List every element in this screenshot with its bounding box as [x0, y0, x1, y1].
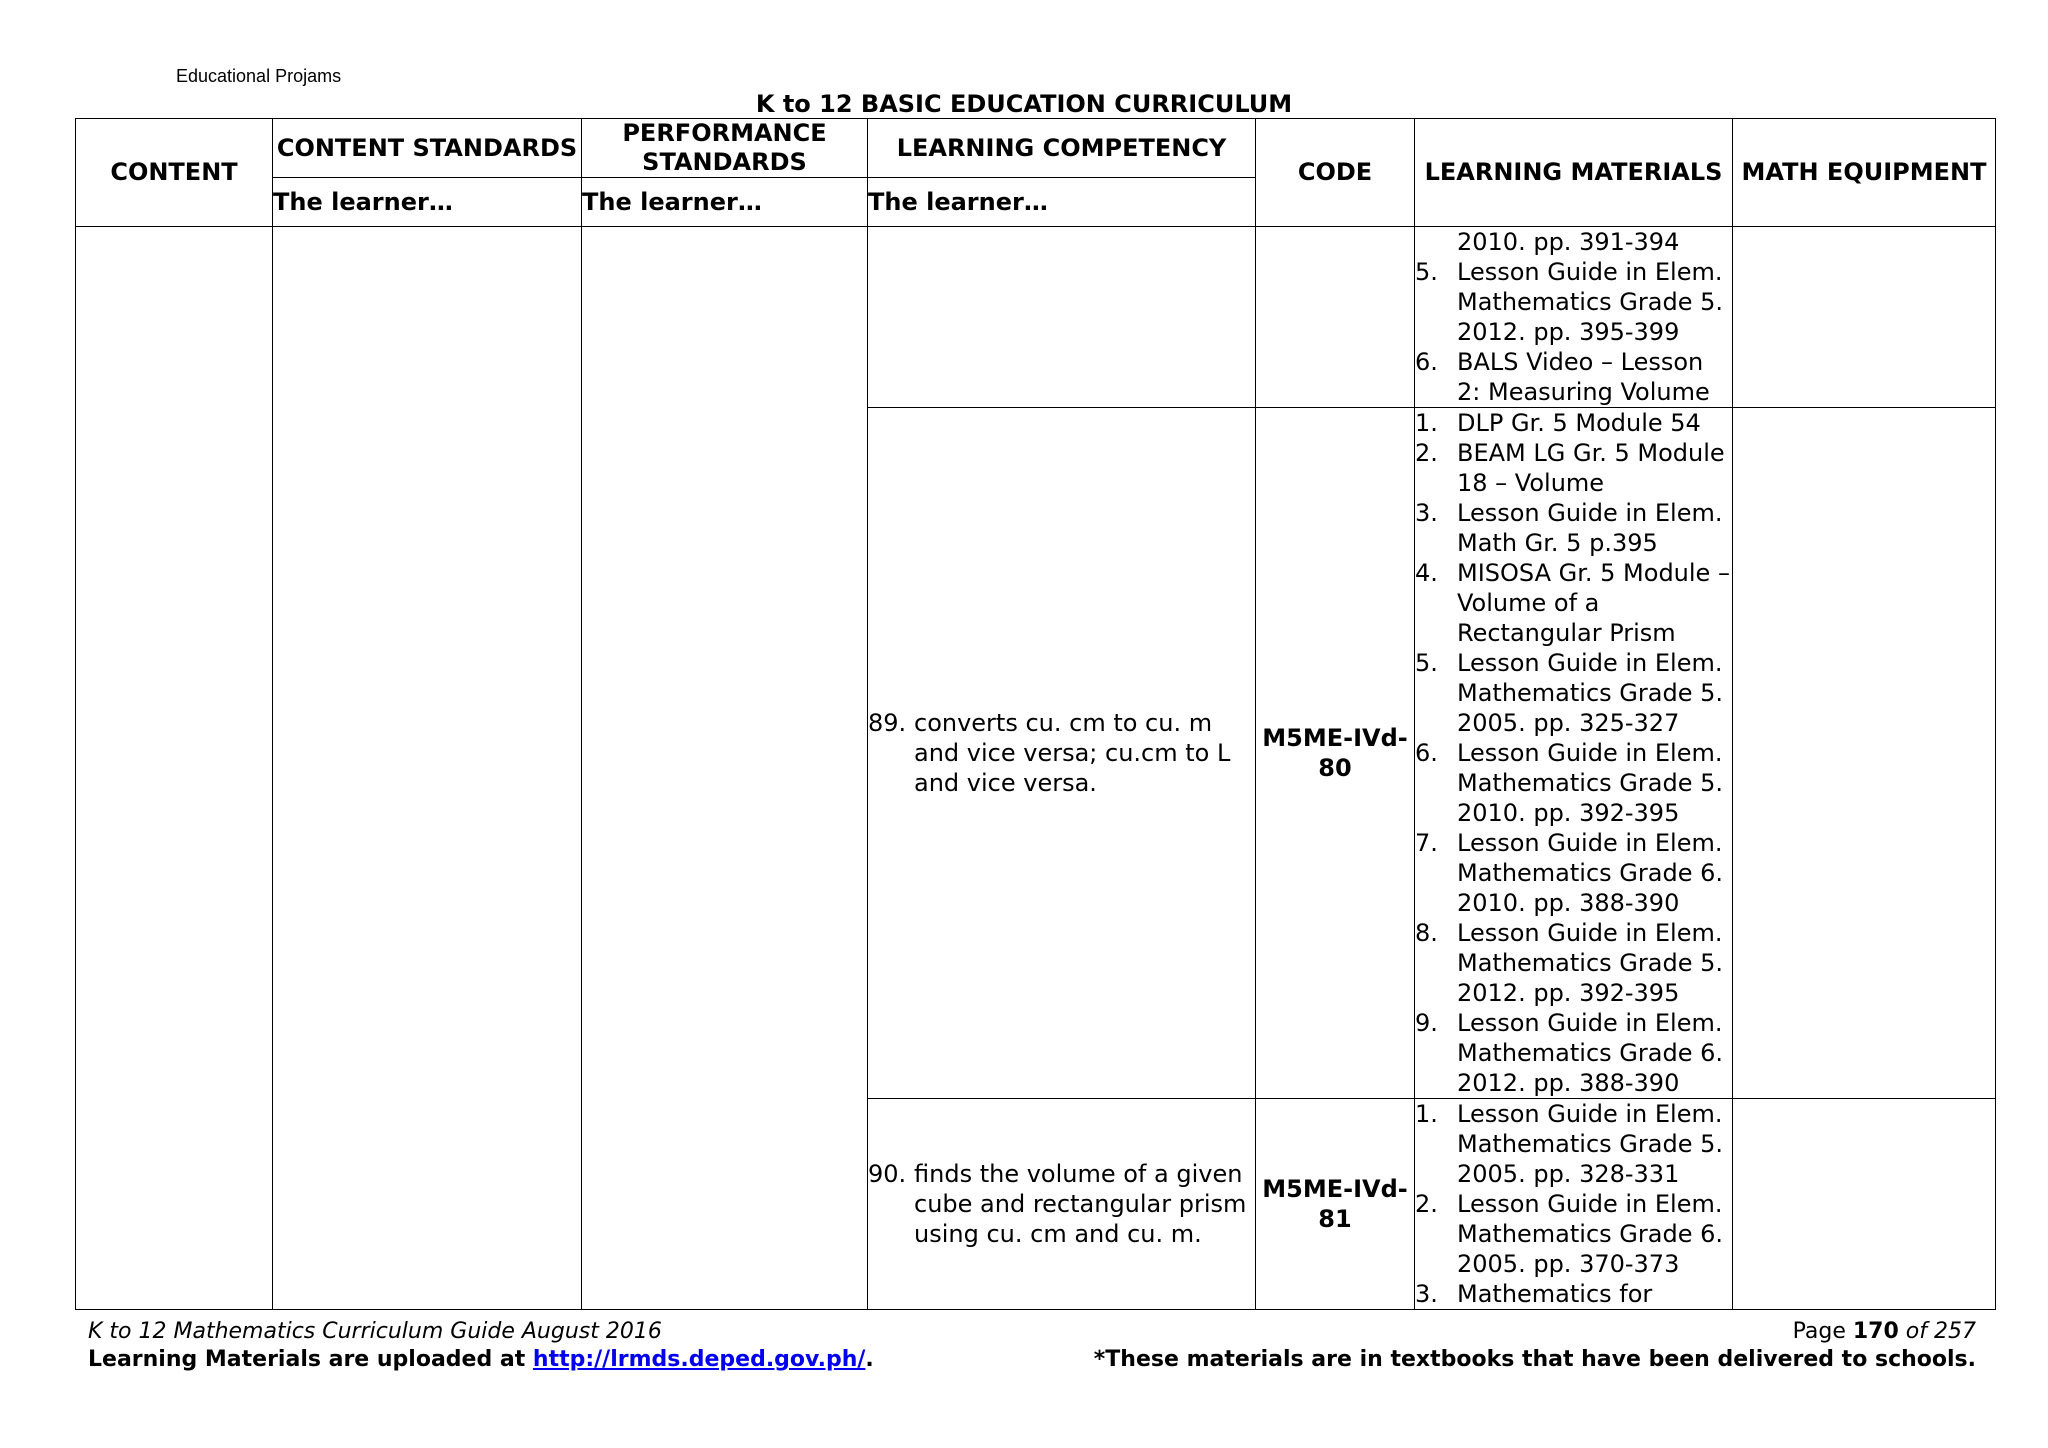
footer-guide-title: K to 12 Mathematics Curriculum Guide August 2016 — [88, 1319, 662, 1344]
column-header-learning-materials: LEARNING MATERIALS — [1415, 119, 1733, 227]
list-item: 2. BEAM LG Gr. 5 Module 18 – Volume — [1415, 439, 1725, 497]
header-row — [76, 119, 1996, 178]
document-title: K to 12 BASIC EDUCATION CURRICULUM — [755, 90, 1293, 118]
list-item: 3. Lesson Guide in Elem. Math Gr. 5 p.395 — [1415, 499, 1723, 557]
competency-cell — [868, 1099, 1256, 1310]
code-cell — [1256, 227, 1415, 408]
math-equipment-cell — [1733, 227, 1996, 408]
watermark-text: Educational Projams — [176, 66, 342, 86]
subheader-learning-competency: The learner… — [868, 178, 1256, 227]
list-item: 3. Mathematics for — [1415, 1280, 1653, 1308]
materials-list — [1415, 257, 1732, 407]
footer-textbook-note: *These materials are in textbooks that have been delivered to schools. — [1093, 1347, 1976, 1372]
competency-cell — [868, 227, 1256, 408]
competency-number: 89. — [868, 709, 907, 737]
content-standards-cell — [273, 227, 582, 1310]
list-item: 9. Lesson Guide in Elem. Mathematics Grade 6. 2012. pp. 388-390 — [1415, 1009, 1723, 1097]
code-cell: M5ME-IVd-81 — [1256, 1099, 1415, 1310]
footer-right — [1094, 1318, 1976, 1374]
code-cell: M5ME-IVd-80 — [1256, 408, 1415, 1099]
column-header-performance-standards: PERFORMANCE STANDARDS — [582, 119, 868, 178]
curriculum-table — [75, 118, 1996, 1310]
column-header-math-equipment: MATH EQUIPMENT — [1733, 119, 1996, 227]
materials-list — [1415, 1099, 1732, 1309]
list-item: 2. Lesson Guide in Elem. Mathematics Grade 6. 2005. pp. 370-373 — [1415, 1190, 1723, 1278]
list-item: 1. Lesson Guide in Elem. Mathematics Grade 5. 2005. pp. 328-331 — [1415, 1100, 1723, 1188]
column-header-content: CONTENT — [76, 119, 273, 227]
table-row — [76, 227, 1996, 408]
materials-continuation: 2010. pp. 391-394 — [1457, 228, 1680, 256]
competency-text: finds the volume of a given cube and rectangular prism using cu. cm and cu. m. — [914, 1160, 1247, 1248]
column-header-code: CODE — [1256, 119, 1415, 227]
column-header-learning-competency: LEARNING COMPETENCY — [868, 119, 1256, 178]
materials-cell — [1415, 1099, 1733, 1310]
materials-list — [1415, 408, 1732, 1098]
page-number: Page 170 of 257 — [1792, 1319, 1976, 1344]
math-equipment-cell — [1733, 408, 1996, 1099]
materials-cell — [1415, 408, 1733, 1099]
list-item: 6. Lesson Guide in Elem. Mathematics Grade 5. 2010. pp. 392-395 — [1415, 739, 1723, 827]
competency-cell — [868, 408, 1256, 1099]
content-cell — [76, 227, 273, 1310]
footer-left — [88, 1318, 874, 1374]
materials-cell — [1415, 227, 1733, 408]
performance-standards-cell — [582, 227, 868, 1310]
list-item: 1. DLP Gr. 5 Module 54 — [1415, 409, 1701, 437]
competency-text: converts cu. cm to cu. m and vice versa; cu.cm to L and vice versa. — [914, 709, 1231, 797]
math-equipment-cell — [1733, 1099, 1996, 1310]
list-item: 8. Lesson Guide in Elem. Mathematics Grade 5. 2012. pp. 392-395 — [1415, 919, 1723, 1007]
list-item: 5. Lesson Guide in Elem. Mathematics Grade 5. 2012. pp. 395-399 — [1415, 258, 1723, 346]
list-item: 6. BALS Video – Lesson 2: Measuring Volume — [1415, 348, 1710, 406]
competency-number: 90. — [868, 1160, 907, 1188]
subheader-content-standards: The learner… — [273, 178, 582, 227]
subheader-performance-standards: The learner… — [582, 178, 868, 227]
footer-upload-note: Learning Materials are uploaded at http://lrmds.deped.gov.ph/. — [88, 1347, 874, 1372]
column-header-content-standards: CONTENT STANDARDS — [273, 119, 582, 178]
list-item: 5. Lesson Guide in Elem. Mathematics Grade 5. 2005. pp. 325-327 — [1415, 649, 1723, 737]
list-item: 4. MISOSA Gr. 5 Module – Volume of a Rectangular Prism — [1415, 559, 1730, 647]
lrmds-link[interactable]: http://lrmds.deped.gov.ph/ — [532, 1347, 866, 1372]
list-item: 7. Lesson Guide in Elem. Mathematics Grade 6. 2010. pp. 388-390 — [1415, 829, 1723, 917]
